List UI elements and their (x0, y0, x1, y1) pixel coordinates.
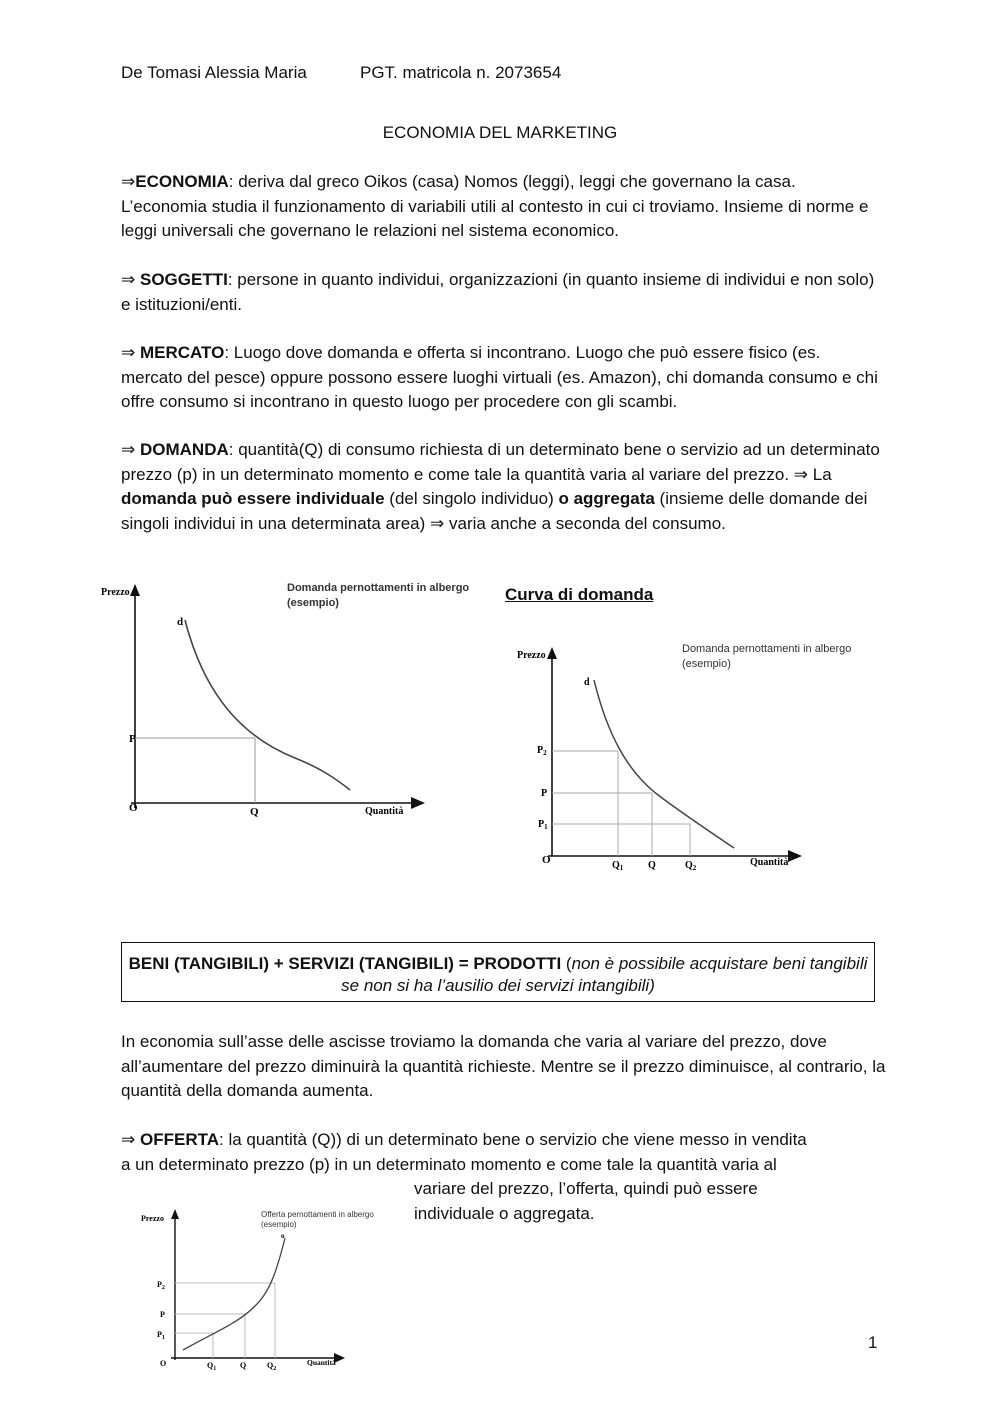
y-axis-label: Prezzo (101, 587, 130, 598)
p1-label: $P_1$ (538, 819, 548, 831)
p-label: P (160, 1310, 165, 1319)
q-label: Q (648, 860, 656, 871)
curve-label: d (177, 616, 184, 628)
curve-label: o (281, 1232, 285, 1240)
page-title: ECONOMIA DEL MARKETING (382, 123, 618, 142)
q-label: Q (250, 806, 259, 818)
section-offerta: ⇒ OFFERTA: la quantità (Q)) di un determinato bene o servizio che viene messo in vendita (121, 1130, 807, 1149)
chart-title-line1: Domanda pernottamenti in albergo (682, 643, 852, 655)
author-name: De Tomasi Alessia Maria (121, 63, 307, 82)
x-axis-arrow (411, 797, 425, 809)
x-axis-label: Quantità (365, 806, 404, 817)
chart-title-line2: (esempio) (682, 658, 731, 670)
section-domanda: ⇒ DOMANDA: quantità(Q) di consumo richiesta di un determinato bene o servizio ad un determinato prezzo (p) in un determinato momento e come tale la quantità varia al variare del prezzo. ⇒ La domanda può essere individuale (del singolo individuo) o aggregata (insieme delle domande dei singoli individui in una determinata area) ⇒ varia anche a seconda del consumo. (121, 440, 880, 533)
origin-label: O (160, 1359, 167, 1368)
origin-label: O (129, 802, 138, 814)
offerta-line2: a un determinato prezzo (p) in un determinato momento e come tale la quantità varia al (121, 1155, 777, 1174)
y-axis-label: Prezzo (517, 650, 546, 661)
p2-label: $P_2$ (537, 745, 547, 757)
curve-heading: Curva di domanda (505, 585, 654, 604)
term-offerta: OFFERTA (139, 1130, 219, 1149)
term-mercato: MERCATO (139, 343, 225, 362)
y-axis-label: Prezzo (141, 1214, 164, 1223)
chart-title-line2: (esempio) (261, 1220, 297, 1229)
figure-demand-shift (512, 638, 852, 874)
q-label: Q (240, 1361, 247, 1370)
p1-label: $P_1$ (157, 1330, 165, 1341)
products-box: BENI (TANGIBILI) + SERVIZI (TANGIBILI) = PRODOTTI (non è possibile acquistare beni tangibili se non si ha l’ausilio dei servizi intangibili) (121, 942, 875, 1002)
box-note: non è possibile acquistare beni tangibili se non si ha l’ausilio dei servizi intangibili) (341, 954, 868, 995)
y-axis-arrow (547, 647, 557, 659)
demand-curve (594, 680, 734, 848)
curve-label: d (584, 677, 590, 688)
origin-label: O (542, 854, 551, 866)
paragraph-ascisse: In economia sull’asse delle ascisse troviamo la domanda che varia al variare del prezzo, dove all’aumentare del prezzo diminuirà la quantità richieste. Mentre se il prezzo diminuisce, al contrario, la quantità della domanda aumenta. (121, 1032, 886, 1100)
offerta-line3: variare del prezzo, l’offerta, quindi può essere (414, 1179, 758, 1198)
x-axis-arrow (788, 850, 802, 862)
term-soggetti: SOGGETTI (139, 270, 228, 289)
q1-label: $Q_1$ (612, 860, 624, 872)
figure-demand-basic (95, 578, 470, 823)
section-economia: ⇒ECONOMIA: deriva dal greco Oikos (casa) Nomos (leggi), leggi che governano la casa. L’economia studia il funzionamento di variabili utili al contesto in cui ci troviamo. Insieme di norme e leggi universali che governano le relazioni nel sistema economico. (121, 172, 869, 240)
chart-title-line1: Offerta pernottamenti in albergo (261, 1210, 374, 1219)
figure-supply (135, 1200, 374, 1372)
p-label: P (541, 788, 548, 799)
offerta-line4: individuale o aggregata. (414, 1204, 595, 1223)
y-axis-arrow (171, 1209, 179, 1219)
section-soggetti: ⇒ SOGGETTI: persone in quanto individui, organizzazioni (in quanto insieme di individui e non solo) e istituzioni/enti. (121, 270, 875, 314)
x-axis-label: Quantità (750, 857, 789, 868)
q1-label: $Q_1$ (207, 1361, 217, 1372)
demand-curve (185, 620, 350, 790)
x-axis-label: Quantità (307, 1358, 336, 1367)
box-equation: BENI (TANGIBILI) + SERVIZI (TANGIBILI) = PRODOTTI (128, 954, 562, 973)
p-label: P (129, 733, 136, 745)
chart-title-line1: Domanda pernottamenti in albergo (287, 582, 470, 594)
chart-title-line2: (esempio) (287, 597, 339, 609)
arrow-glyph: ⇒ (121, 172, 136, 191)
q2-label: $Q_2$ (685, 860, 697, 872)
term-economia: ECONOMIA (135, 172, 229, 191)
student-id: PGT. matricola n. 2073654 (360, 63, 562, 82)
y-axis-arrow (130, 584, 140, 596)
p2-label: $P_2$ (157, 1280, 165, 1291)
term-domanda: DOMANDA (139, 440, 229, 459)
section-mercato: ⇒ MERCATO: Luogo dove domanda e offerta si incontrano. Luogo che può essere fisico (es. mercato del pesce) oppure possono essere luoghi virtuali (es. Amazon), chi domanda consumo e chi offre consumo si incontrano in questo luogo per procedere con gli scambi. (121, 343, 878, 411)
q2-label: $Q_2$ (267, 1361, 277, 1372)
page-number: 1 (868, 1333, 878, 1352)
